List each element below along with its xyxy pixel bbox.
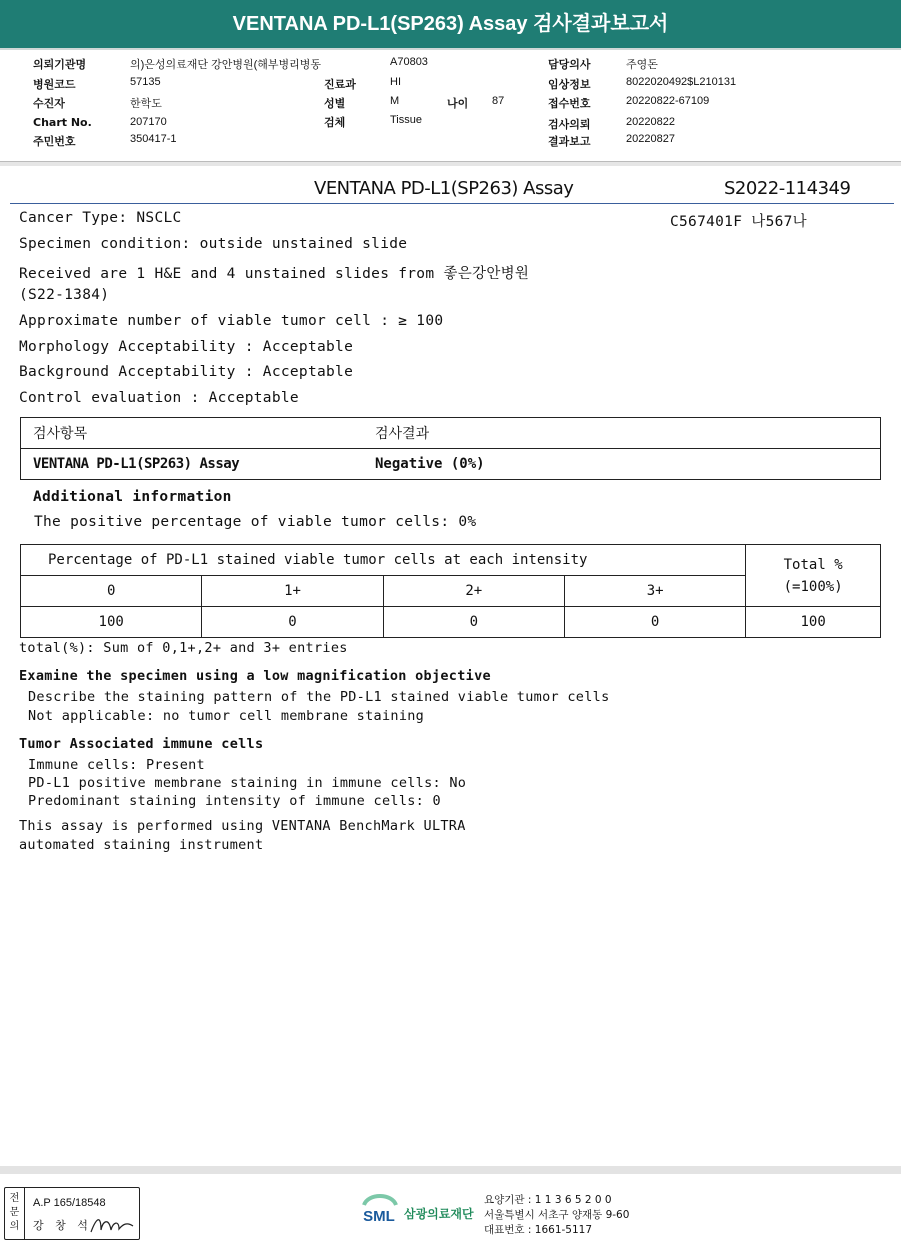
intensity-level-1: 1+ (202, 576, 383, 607)
examine-line1: Describe the staining pattern of the PD-L1 stained viable tumor cells (28, 689, 610, 705)
stamp-side-label: 전문의 (5, 1188, 25, 1239)
specimen-code: C567401F 나567나 (670, 214, 807, 230)
specimen-label: 검체 (324, 116, 346, 129)
clinical-value: 8022020492$L210131 (626, 76, 737, 88)
result-item: VENTANA PD-L1(SP263) Assay (21, 449, 364, 480)
signature-icon (89, 1214, 135, 1236)
chart-label: Chart No. (33, 116, 92, 129)
total-note: total(%): Sum of 0,1+,2+ and 3+ entries (19, 640, 348, 656)
stamp-license: A.P 165/18548 (33, 1197, 106, 1209)
report-title: VENTANA PD-L1(SP263) Assay (314, 178, 574, 199)
immune-title: Tumor Associated immune cells (19, 736, 264, 752)
intensity-table-title: Percentage of PD-L1 stained viable tumor cells at each intensity (21, 545, 746, 576)
result-value: Negative (0%) (363, 449, 881, 480)
pathologist-stamp (4, 1187, 140, 1240)
sml-logo-icon (358, 1191, 400, 1231)
received-slides: Received are 1 H&E and 4 unstained slides from 좋은강안병원 (19, 266, 530, 282)
footer-address (484, 1193, 629, 1238)
dept-value: HI (390, 76, 401, 88)
request-value: 20220822 (626, 116, 675, 128)
institution-value: 의)은성의료재단 강안병원(해부병리병동 (130, 59, 322, 71)
sex-value: M (390, 95, 400, 107)
assay-note-1: This assay is performed using VENTANA BenchMark ULTRA (19, 818, 466, 834)
title-underline (10, 203, 894, 204)
total-header-line2: (=100%) (783, 578, 843, 595)
intensity-value-0: 100 (21, 607, 202, 638)
doctor-value: 주영돈 (626, 59, 658, 71)
report-date-label: 결과보고 (548, 135, 591, 148)
intensity-level-3: 3+ (564, 576, 745, 607)
footer-addr-line1: 요양기관 : 1 1 3 6 5 2 0 0 (484, 1194, 612, 1206)
doctor-label: 담당의사 (548, 58, 591, 71)
intensity-value-2: 0 (383, 607, 564, 638)
logo-name: 삼광의료재단 (404, 1207, 474, 1221)
immune-line3: Predominant staining intensity of immune cells: 0 (28, 793, 441, 809)
examine-title: Examine the specimen using a low magnification objective (19, 668, 491, 684)
logo-abbr: SML (363, 1208, 395, 1225)
footer-addr-line3: 대표번호 : 1661-5117 (484, 1224, 593, 1236)
stamp-name: 강 창 석 (33, 1219, 92, 1232)
report-banner-title: VENTANA PD-L1(SP263) Assay 검사결과보고서 (0, 0, 901, 50)
hospital-code-label: 병원코드 (33, 78, 76, 91)
dept-label: 진료과 (324, 78, 356, 91)
intensity-level-0: 0 (21, 576, 202, 607)
intensity-value-3: 0 (564, 607, 745, 638)
id-value: 350417-1 (130, 133, 177, 145)
footer-addr-line2: 서울특별시 서초구 양재동 9-60 (484, 1209, 630, 1221)
footer (0, 1166, 901, 1251)
intensity-level-2: 2+ (383, 576, 564, 607)
intensity-value-1: 0 (202, 607, 383, 638)
cancer-type: Cancer Type: NSCLC (19, 210, 182, 226)
age-label: 나이 (447, 97, 469, 110)
chart-value: 207170 (130, 116, 167, 128)
viable-tumor-cells: Approximate number of viable tumor cell : ≥ 100 (19, 313, 444, 329)
patient-header (0, 56, 901, 156)
immune-line1: Immune cells: Present (28, 757, 205, 773)
clinical-label: 임상정보 (548, 78, 591, 91)
total-header-line1: Total % (783, 556, 843, 573)
institution-label: 의뢰기관명 (33, 58, 87, 71)
background-acceptability: Background Acceptability : Acceptable (19, 364, 354, 380)
result-table (20, 417, 881, 480)
specimen-value: Tissue (390, 114, 422, 126)
intensity-table (20, 544, 881, 638)
age-value: 87 (492, 95, 505, 107)
result-header-result: 검사결과 (363, 418, 881, 449)
recipient-label: 수진자 (33, 97, 65, 110)
specimen-condition: Specimen condition: outside unstained slide (19, 236, 408, 252)
result-header-item: 검사항목 (21, 418, 364, 449)
examine-line2: Not applicable: no tumor cell membrane staining (28, 708, 425, 724)
header-divider (0, 161, 901, 166)
assay-note-2: automated staining instrument (19, 837, 264, 853)
immune-line2: PD-L1 positive membrane staining in immune cells: No (28, 775, 467, 791)
intensity-total: 100 (746, 607, 881, 638)
recipient-value: 한학도 (130, 98, 162, 110)
sex-label: 성별 (324, 97, 346, 110)
report-number: S2022-114349 (724, 178, 851, 199)
institution-code: A70803 (390, 56, 428, 68)
morphology-acceptability: Morphology Acceptability : Acceptable (19, 339, 354, 355)
report-date-value: 20220827 (626, 133, 675, 145)
reception-label: 접수번호 (548, 97, 591, 110)
id-label: 주민번호 (33, 135, 76, 148)
hospital-code-value: 57135 (130, 76, 161, 88)
request-label: 검사의뢰 (548, 118, 591, 131)
reception-value: 20220822-67109 (626, 95, 710, 107)
slide-number: (S22-1384) (19, 287, 110, 303)
control-evaluation: Control evaluation : Acceptable (19, 390, 299, 406)
additional-info-title: Additional information (33, 489, 232, 505)
additional-info-text: The positive percentage of viable tumor cells: 0% (34, 514, 477, 530)
total-header (746, 545, 881, 607)
